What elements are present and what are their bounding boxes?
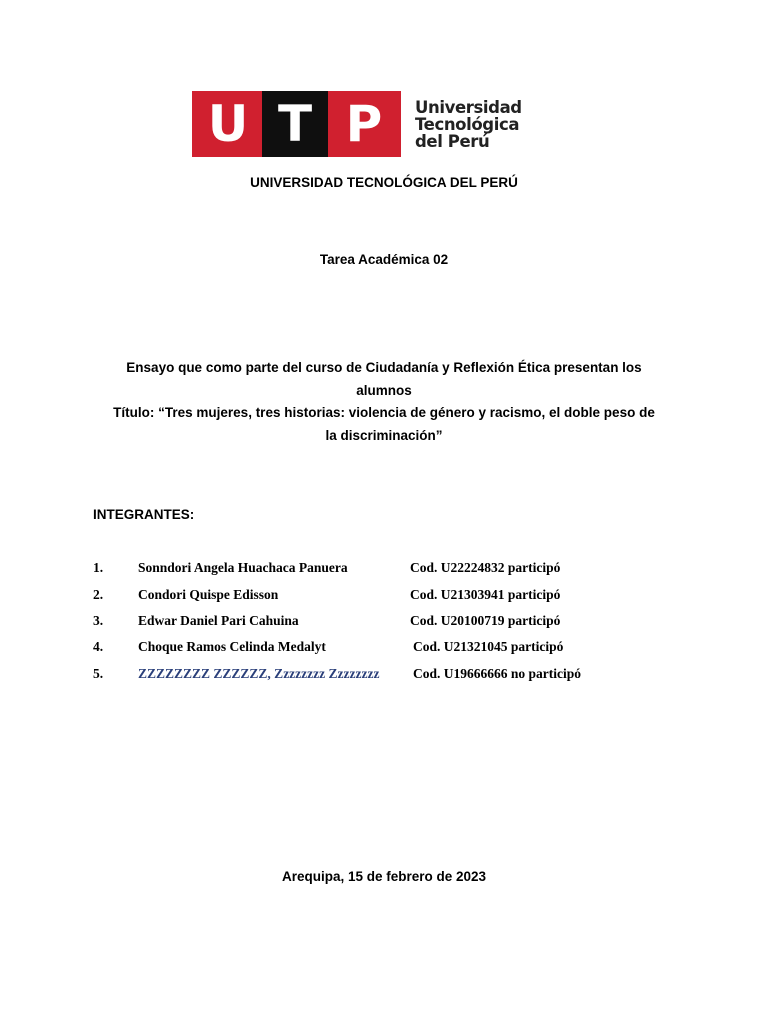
member-row (0, 560, 768, 580)
utp-logo (192, 91, 522, 157)
member-name: Sonndori Angela Huachaca Panuera (138, 560, 348, 575)
member-name: ZZZZZZZZ ZZZZZZ, Zzzzzzzz Zzzzzzzz (138, 666, 380, 681)
member-number: 1. (93, 560, 104, 575)
member-number: 4. (93, 639, 104, 654)
logo-wordmark (415, 99, 522, 150)
essay-description (90, 357, 678, 447)
member-number: 2. (93, 587, 104, 602)
member-name: Condori Quispe Edisson (138, 587, 279, 602)
essay-title-line-1: Título: “Tres mujeres, tres historias: violencia de género y racismo, el doble peso de (113, 405, 655, 420)
member-code: Cod. U20100719 participó (410, 613, 561, 628)
essay-line-1: Ensayo que como parte del curso de Ciudadanía y Reflexión Ética presentan los (126, 360, 642, 375)
member-number: 3. (93, 613, 104, 628)
task-title: Tarea Académica 02 (319, 252, 449, 267)
member-name: Choque Ramos Celinda Medalyt (138, 639, 326, 654)
member-code: Cod. U21321045 participó (413, 639, 564, 654)
member-row (0, 639, 768, 659)
utp-logo-mark (192, 91, 401, 157)
member-number: 5. (93, 666, 104, 681)
logo-letter-u: U (207, 95, 249, 153)
member-row (0, 666, 768, 686)
member-code: Cod. U19666666 no participó (413, 666, 582, 681)
member-code: Cod. U22224832 participó (410, 560, 561, 575)
logo-text-line-2: Tecnológica (415, 114, 520, 134)
logo-text-line-1: Universidad (415, 97, 522, 117)
logo-letter-t: T (277, 95, 313, 153)
university-name: UNIVERSIDAD TECNOLÓGICA DEL PERÚ (250, 175, 518, 190)
member-row (0, 587, 768, 607)
essay-title-line-2: la discriminación” (325, 427, 443, 443)
members-label: INTEGRANTES: (93, 507, 195, 522)
member-name: Edwar Daniel Pari Cahuina (138, 613, 299, 628)
member-code: Cod. U21303941 participó (410, 587, 561, 602)
member-row (0, 613, 768, 633)
essay-line-2: alumnos (356, 382, 412, 398)
place-date: Arequipa, 15 de febrero de 2023 (281, 869, 487, 884)
logo-text-line-3: del Perú (415, 131, 490, 151)
logo-letter-p: P (345, 95, 383, 153)
